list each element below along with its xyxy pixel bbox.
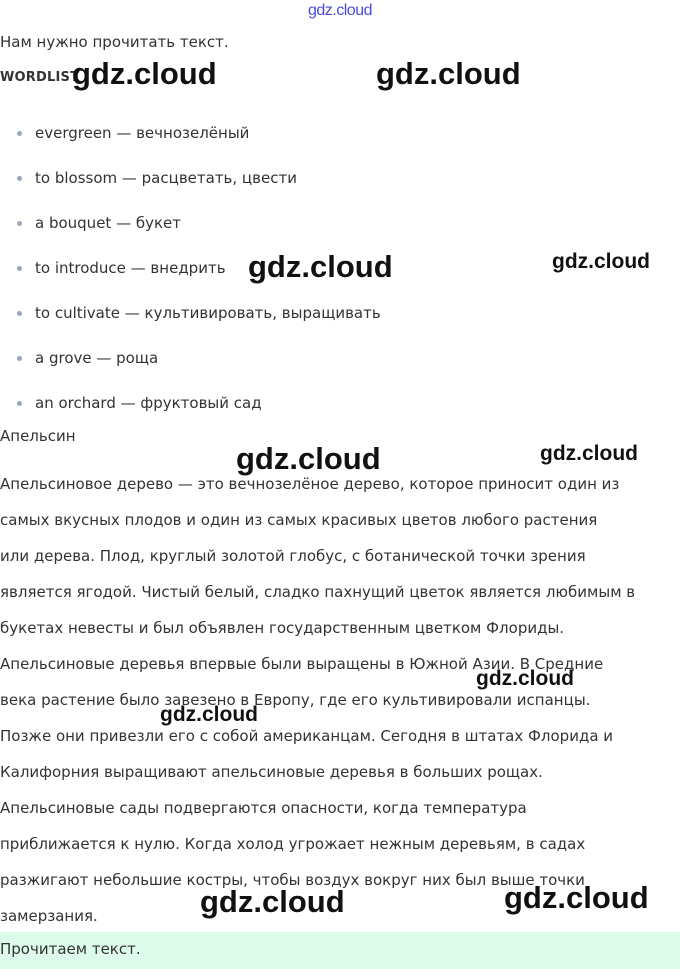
- wordlist-title: WORDLIST: [0, 70, 80, 85]
- watermark: gdz.cloud: [476, 667, 574, 690]
- wordlist-item: [0, 163, 381, 208]
- text-line: является ягодой. Чистый белый, сладко пахнущий цветок является любимым в: [0, 583, 636, 601]
- footer-bar: [0, 932, 680, 969]
- wordlist-item: [0, 208, 381, 253]
- text-line: века растение было завезено в Европу, где его культивировали испанцы.: [0, 691, 591, 709]
- bullet-icon: [17, 311, 22, 316]
- wordlist-item-text: to cultivate — культивировать, выращивать: [35, 304, 381, 322]
- intro-text: Нам нужно прочитать текст.: [0, 33, 229, 51]
- bullet-icon: [17, 131, 22, 136]
- watermark: gdz.cloud: [248, 249, 393, 284]
- wordlist-item: [0, 118, 381, 163]
- watermark: gdz.cloud: [376, 56, 521, 91]
- bullet-icon: [17, 401, 22, 406]
- text-title: Апельсин: [0, 427, 76, 445]
- text-line: разжигают небольшие костры, чтобы воздух вокруг них был выше точки: [0, 871, 585, 889]
- text-paragraph: [0, 466, 680, 934]
- text-line: или дерева. Плод, круглый золотой глобус, с ботанической точки зрения: [0, 547, 586, 565]
- bullet-icon: [17, 266, 22, 271]
- footer-text: Прочитаем текст.: [0, 940, 141, 958]
- wordlist-item-text: evergreen — вечнозелёный: [35, 124, 250, 142]
- bullet-icon: [17, 356, 22, 361]
- watermark: gdz.cloud: [504, 880, 649, 915]
- text-line: замерзания.: [0, 907, 98, 925]
- bullet-icon: [17, 176, 22, 181]
- text-line: самых вкусных плодов и один из самых красивых цветов любого растения: [0, 511, 598, 529]
- text-line: Калифорния выращивают апельсиновые деревья в больших рощах.: [0, 763, 543, 781]
- wordlist-item-text: a grove — роща: [35, 349, 159, 367]
- text-line: Апельсиновое дерево — это вечнозелёное дерево, которое приносит один из: [0, 475, 620, 493]
- wordlist-item-text: to introduce — внедрить: [35, 259, 226, 277]
- watermark: gdz.cloud: [72, 56, 217, 91]
- text-line: букетах невесты и был объявлен государственным цветком Флориды.: [0, 619, 565, 637]
- watermark: gdz.cloud: [160, 703, 258, 726]
- wordlist-item-text: to blossom — расцветать, цвести: [35, 169, 297, 187]
- wordlist-item-text: a bouquet — букет: [35, 214, 181, 232]
- wordlist-item: [0, 343, 381, 388]
- watermark: gdz.cloud: [236, 441, 381, 476]
- text-line: приближается к нулю. Когда холод угрожает нежным деревьям, в садах: [0, 835, 586, 853]
- watermark: gdz.cloud: [200, 884, 345, 919]
- text-line: Апельсиновые сады подвергаются опасности, когда температура: [0, 799, 527, 817]
- watermark-top: gdz.cloud: [308, 2, 372, 19]
- text-line: Апельсиновые деревья впервые были выращены в Южной Азии. В Средние: [0, 655, 604, 673]
- wordlist-item-text: an orchard — фруктовый сад: [35, 394, 262, 412]
- watermark: gdz.cloud: [552, 250, 650, 273]
- bullet-icon: [17, 221, 22, 226]
- watermark: gdz.cloud: [540, 442, 638, 465]
- text-line: Позже они привезли его с собой американцам. Сегодня в штатах Флорида и: [0, 727, 614, 745]
- wordlist-item: [0, 298, 381, 343]
